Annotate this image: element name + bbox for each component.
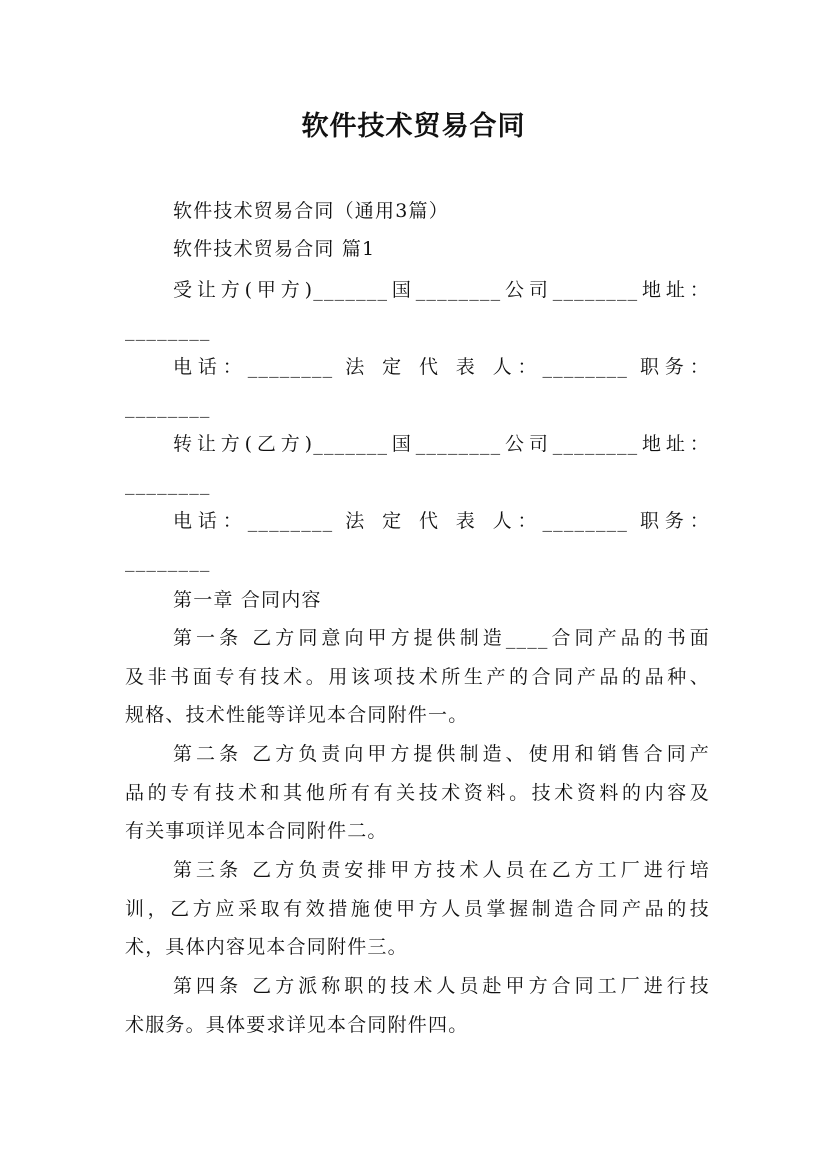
doc-line-party-a-title-blank: ________ <box>125 396 211 418</box>
doc-line-party-b: 转让方(乙方)_______国________公司________地址： <box>173 433 710 455</box>
doc-line-party-a-contact: 电话：________ 法 定 代 表 人：________ 职务： <box>173 356 710 378</box>
doc-line-article-1-end: 规格、技术性能等详见本合同附件一。 <box>125 704 469 726</box>
doc-line-chapter-heading: 第一章 合同内容 <box>173 589 322 611</box>
doc-line-intro: 软件技术贸易合同（通用3篇） <box>173 200 449 222</box>
doc-line-article-4-end: 术服务。具体要求详见本合同附件四。 <box>125 1014 469 1036</box>
doc-line-article-2: 第二条 乙方负责向甲方提供制造、使用和销售合同产 <box>173 743 710 765</box>
doc-line-article-3-cont: 训，乙方应采取有效措施使甲方人员掌握制造合同产品的技 <box>125 898 710 920</box>
doc-line-article-2-cont: 品的专有技术和其他所有有关技术资料。技术资料的内容及 <box>125 782 710 804</box>
doc-line-party-b-address-blank: ________ <box>125 473 211 495</box>
doc-line-article-3: 第三条 乙方负责安排甲方技术人员在乙方工厂进行培 <box>173 859 710 881</box>
doc-line-party-b-contact: 电话：________ 法 定 代 表 人：________ 职务： <box>173 510 710 532</box>
doc-line-section: 软件技术贸易合同 篇1 <box>173 238 376 260</box>
doc-line-article-1-cont: 及非书面专有技术。用该项技术所生产的合同产品的品种、 <box>125 666 710 688</box>
doc-line-article-1: 第一条 乙方同意向甲方提供制造____合同产品的书面 <box>173 627 710 649</box>
doc-line-article-2-end: 有关事项详见本合同附件二。 <box>125 820 388 842</box>
document-title: 软件技术贸易合同 <box>301 111 526 142</box>
doc-line-article-3-end: 术，具体内容见本合同附件三。 <box>125 936 408 958</box>
doc-line-party-a: 受让方(甲方)_______国________公司________地址： <box>173 279 710 301</box>
doc-line-party-b-title-blank: ________ <box>125 550 211 572</box>
doc-line-article-4: 第四条 乙方派称职的技术人员赴甲方合同工厂进行技 <box>173 975 710 997</box>
doc-line-party-a-address-blank: ________ <box>125 319 211 341</box>
